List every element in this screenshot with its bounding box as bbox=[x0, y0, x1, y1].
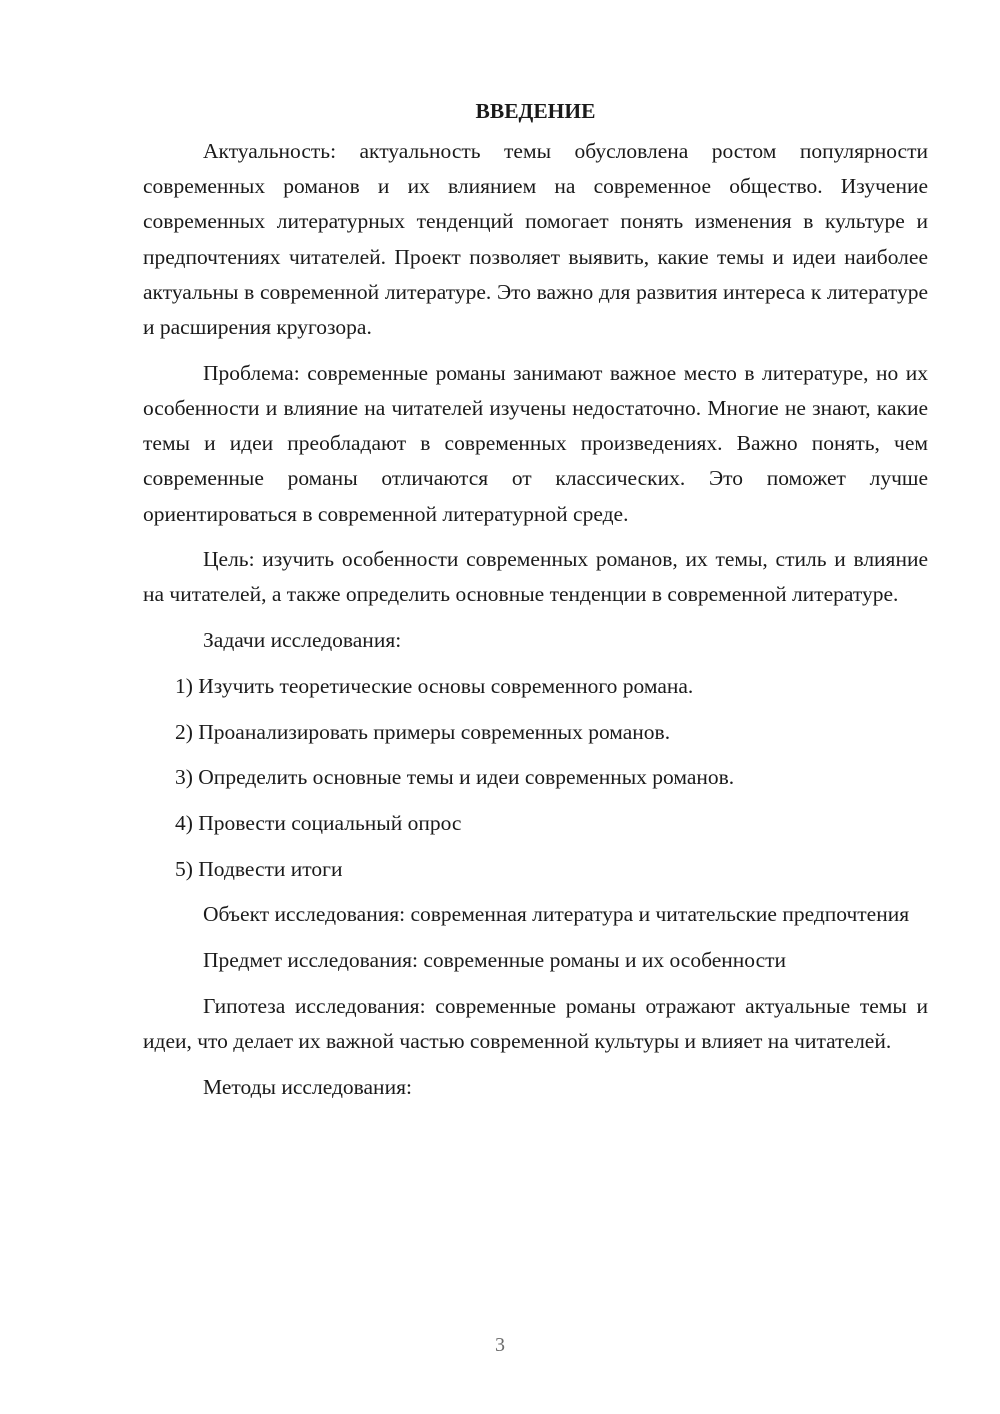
section-title: ВВЕДЕНИЕ bbox=[475, 99, 596, 123]
paragraph-problem: Проблема: современные романы занимают важное место в литературе, но их особенности и влияние на читателей изучены недостаточно. Многие не знают, какие темы и идеи преобладают в современных произведениях. Важно понять, чем современные романы отличаются от классических. Это поможет лучше ориентироваться в современной литературной среде. bbox=[143, 360, 928, 526]
paragraph-hypothesis: Гипотеза исследования: современные романы отражают актуальные темы и идеи, что делает их важной частью современной культуры и влияет на читателей. bbox=[143, 993, 928, 1053]
paragraph-goal: Цель: изучить особенности современных романов, их темы, стиль и влияние на читателей, а также определить основные тенденции в современной литературе. bbox=[143, 547, 928, 607]
tasks-list bbox=[143, 669, 928, 887]
list-item: 1) Изучить теоретические основы современного романа. bbox=[175, 673, 694, 698]
document-page bbox=[143, 96, 928, 1115]
paragraph-methods: Методы исследования: bbox=[203, 1074, 412, 1099]
list-item: 2) Проанализировать примеры современных романов. bbox=[175, 719, 671, 744]
paragraph-tasks-heading: Задачи исследования: bbox=[203, 628, 402, 653]
list-item: 3) Определить основные темы и идеи современных романов. bbox=[175, 765, 735, 790]
list-item: 5) Подвести итоги bbox=[175, 856, 343, 881]
paragraph-subject: Предмет исследования: современные романы и их особенности bbox=[203, 948, 787, 973]
paragraph-object: Объект исследования: современная литература и читательские предпочтения bbox=[203, 902, 910, 927]
paragraph-relevance: Актуальность: актуальность темы обусловлена ростом популярности современных романов и их влиянием на современное общество. Изучение современных литературных тенденций помогает понять изменения в культуре и предпочтениях читателей. Проект позволяет выявить, какие темы и идеи наиболее актуальны в современной литературе. Это важно для развития интереса к литературе и расширения кругозора. bbox=[143, 139, 928, 340]
list-item: 4) Провести социальный опрос bbox=[175, 810, 462, 835]
page-number: 3 bbox=[495, 1334, 505, 1356]
